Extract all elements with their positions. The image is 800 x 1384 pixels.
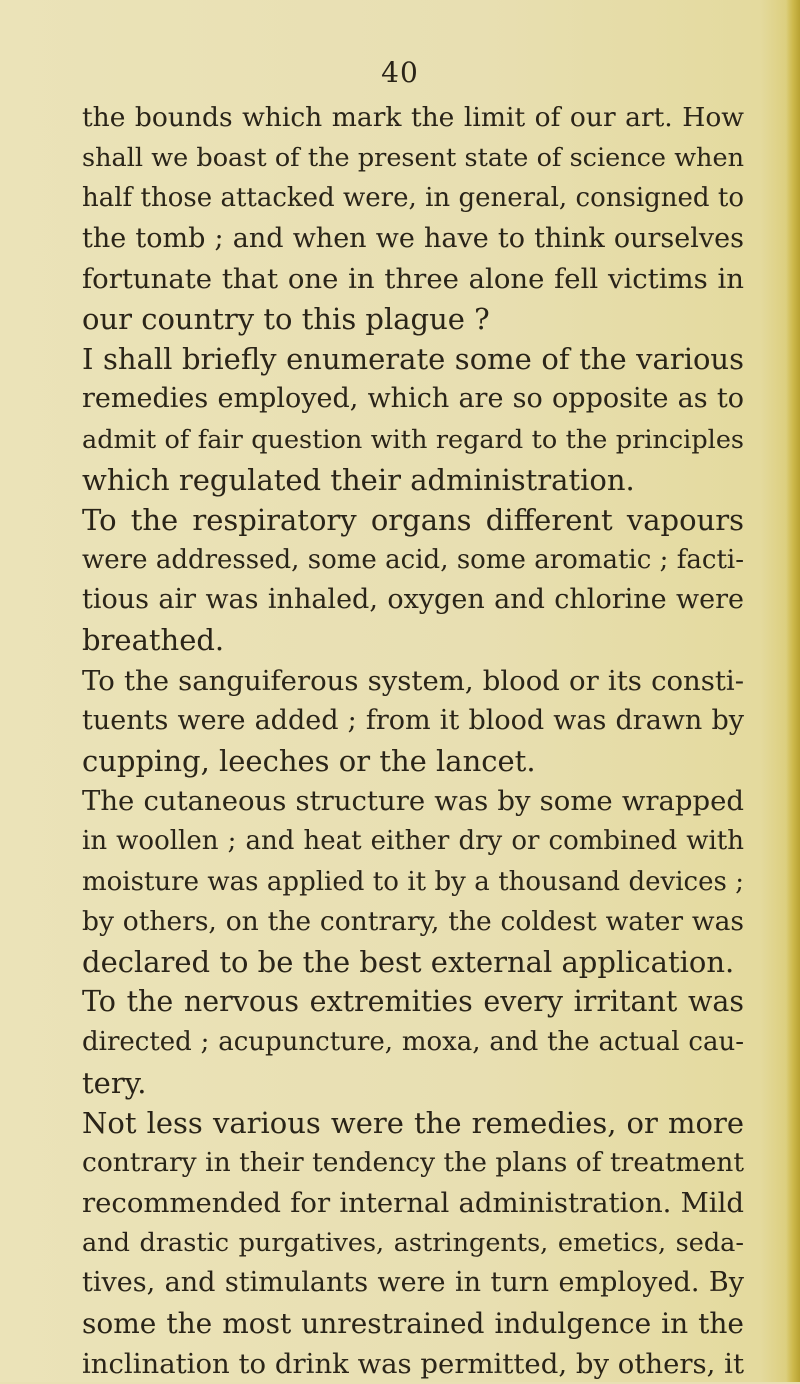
text-line: and drastic purgatives, astringents, emetics, seda- <box>82 1228 744 1259</box>
text-line: by others, on the contrary, the coldest water was <box>82 905 744 937</box>
body-text <box>82 98 744 1384</box>
text-line: shall we boast of the present state of science when <box>82 143 744 174</box>
text-line: some the most unrestrained indulgence in the <box>82 1306 744 1340</box>
text-line: the bounds which mark the limit of our art. How <box>82 102 744 133</box>
text-line: were addressed, some acid, some aromatic ; facti- <box>82 545 744 576</box>
text-line: recommended for internal administration. Mild <box>82 1187 744 1220</box>
page-edge-shadow <box>786 0 800 1382</box>
text-line: To the sanguiferous system, blood or its consti- <box>82 664 744 697</box>
text-line: fortunate that one in three alone fell victims in <box>82 262 744 295</box>
text-line: To the respiratory organs different vapours <box>82 502 744 537</box>
text-line: half those attacked were, in general, consigned to <box>82 183 744 214</box>
text-line: tious air was inhaled, oxygen and chlorine were <box>82 584 744 616</box>
page-number: 40 <box>381 56 419 89</box>
text-line: the tomb ; and when we have to think ourselves <box>82 222 744 254</box>
text-line: The cutaneous structure was by some wrapped <box>82 785 744 818</box>
text-line: which regulated their administration. <box>82 462 635 497</box>
text-line: tery. <box>82 1065 147 1100</box>
text-line: remedies employed, which are so opposite as to <box>82 383 744 415</box>
text-line: directed ; acupuncture, moxa, and the actual cau- <box>82 1027 744 1058</box>
text-line: admit of fair question with regard to the principles <box>82 424 744 455</box>
text-line: in woollen ; and heat either dry or combined with <box>82 826 744 857</box>
text-line: our country to this plague ? <box>82 301 490 336</box>
text-line: moisture was applied to it by a thousand devices ; <box>82 866 744 897</box>
text-line: I shall briefly enumerate some of the various <box>82 342 744 377</box>
text-line: declared to be the best external application. <box>82 944 735 979</box>
text-line: tuents were added ; from it blood was drawn by <box>82 704 744 736</box>
text-line: inclination to drink was permitted, by others, it <box>82 1347 744 1380</box>
text-line: tives, and stimulants were in turn employed. By <box>82 1267 744 1299</box>
text-line: cupping, leeches or the lancet. <box>82 744 536 778</box>
text-line: contrary in their tendency the plans of treatment <box>82 1146 744 1178</box>
text-line: Not less various were the remedies, or more <box>82 1105 744 1140</box>
text-line: To the nervous extremities every irritant was <box>82 985 744 1019</box>
text-line: breathed. <box>82 623 225 658</box>
